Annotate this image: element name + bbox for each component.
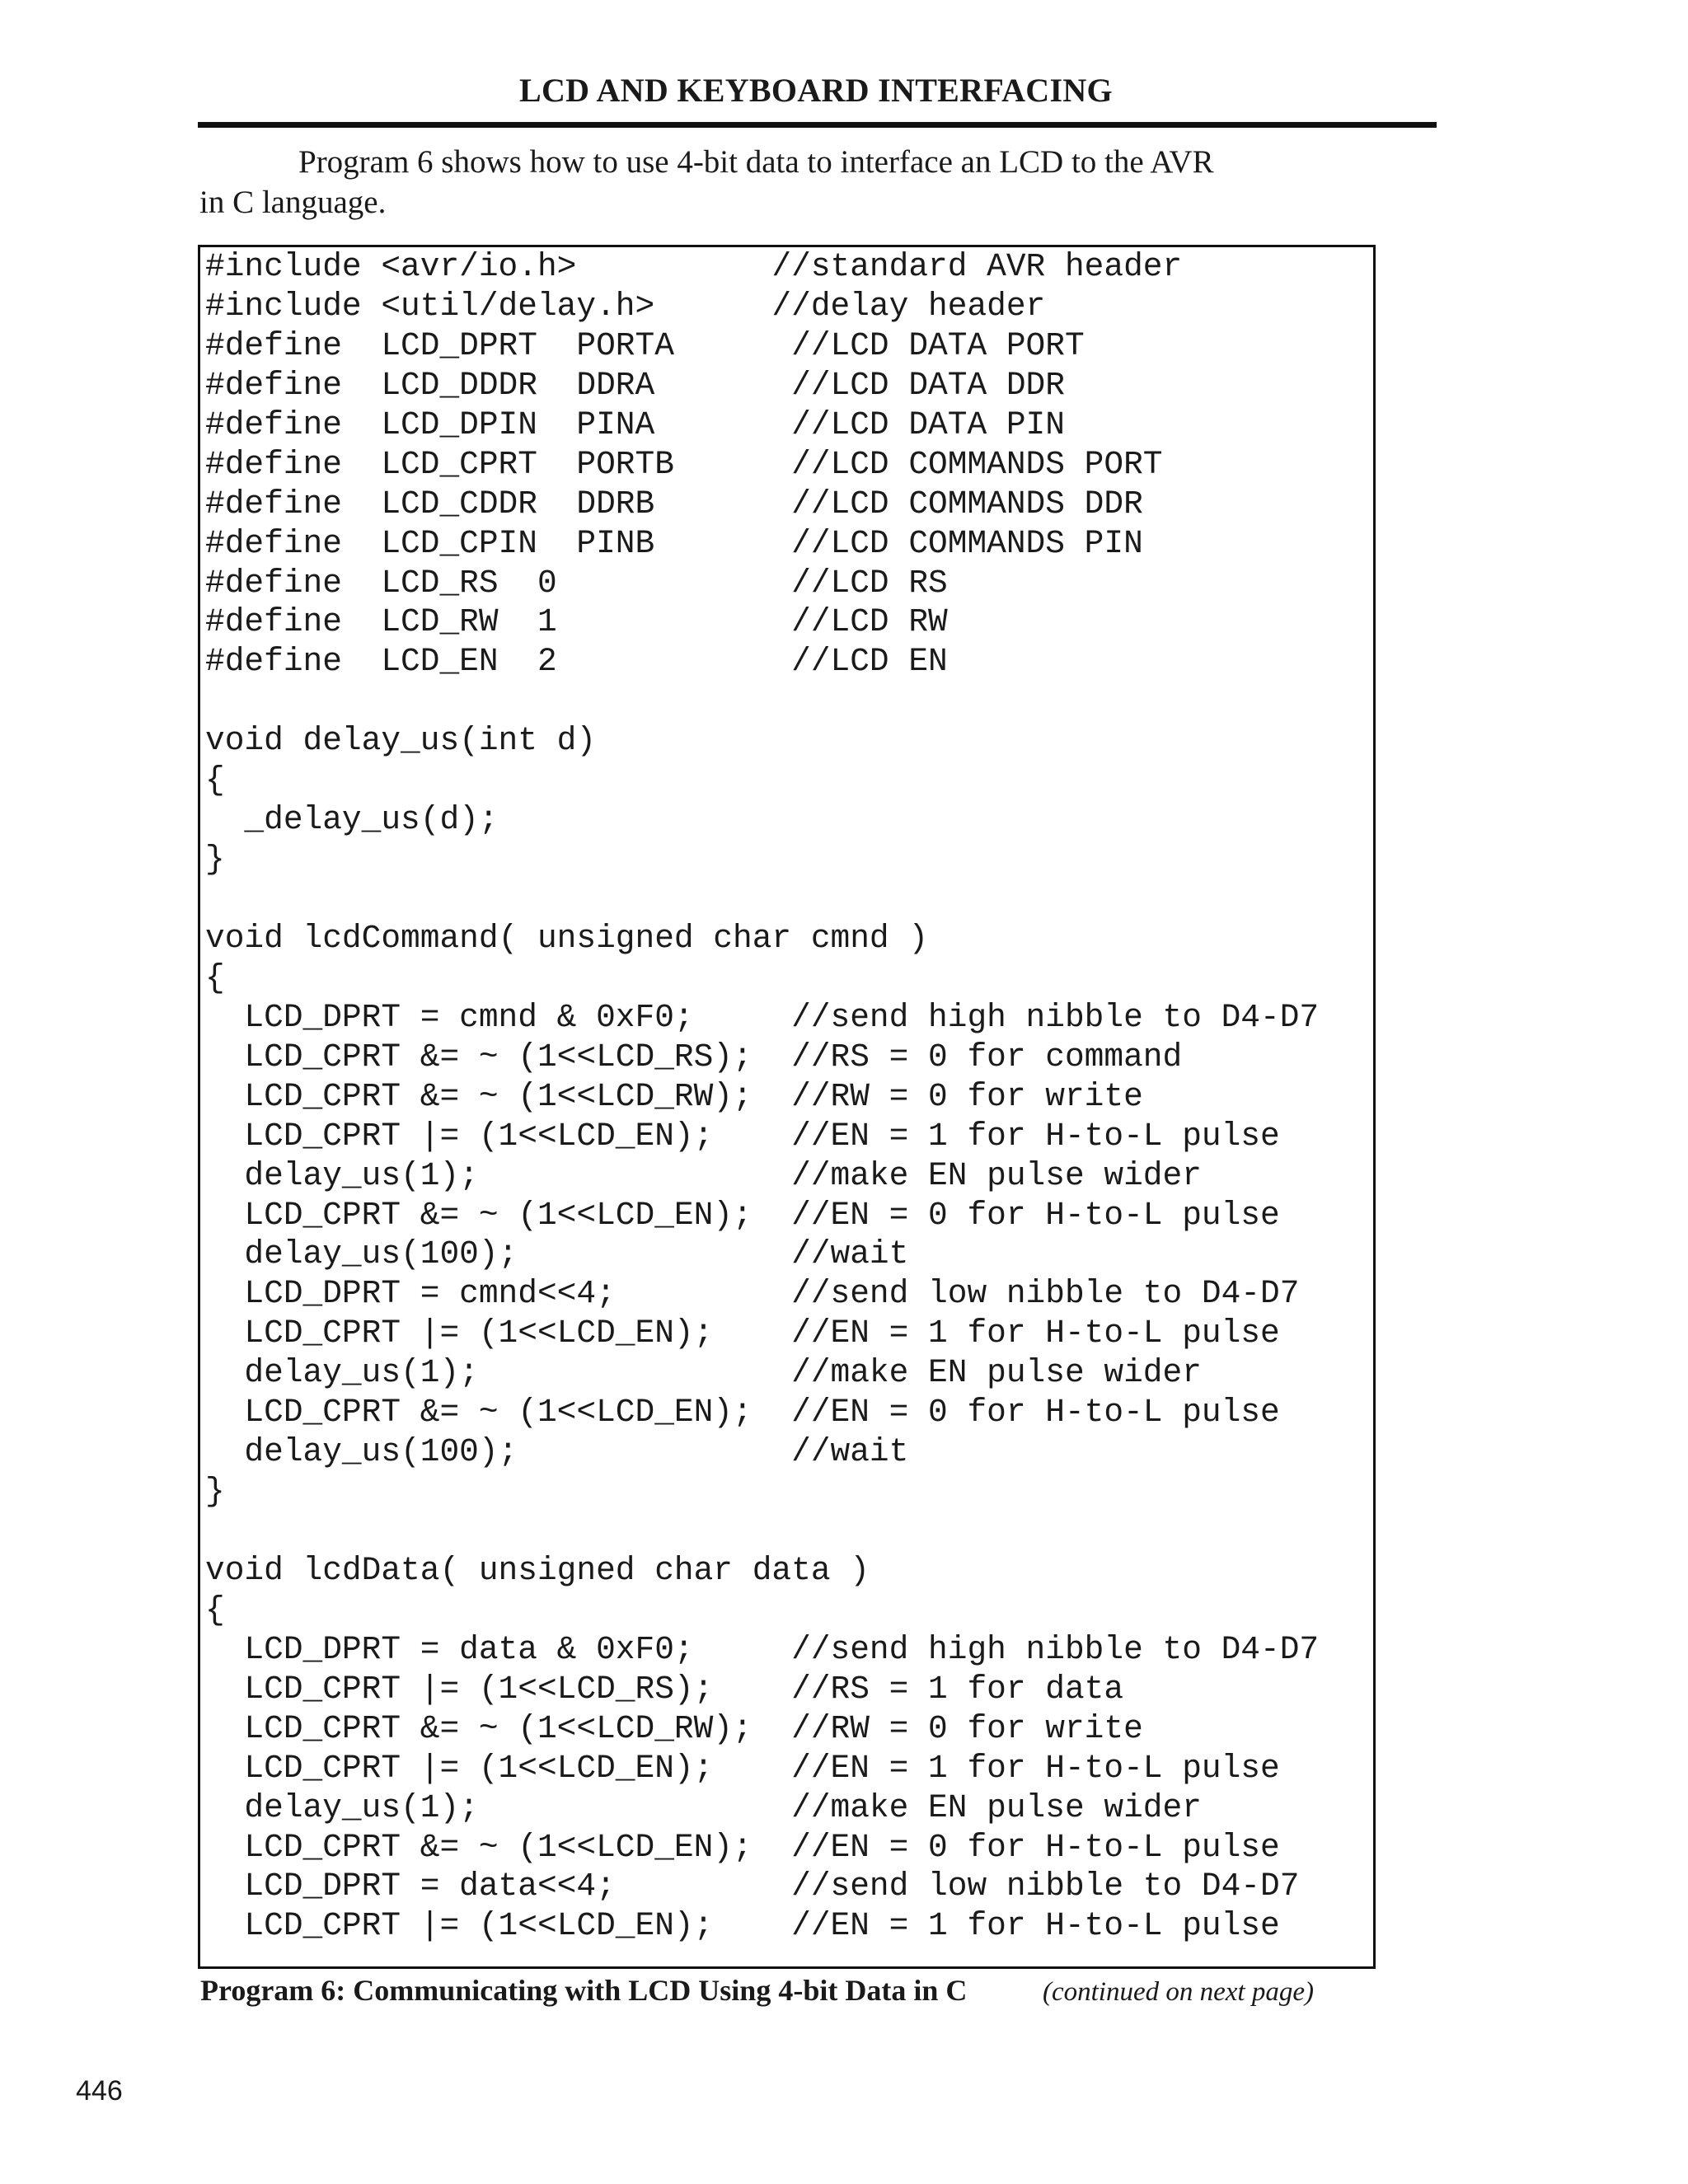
- program-code-box: [198, 245, 1376, 1969]
- page-number: 446: [76, 2075, 123, 2107]
- program-caption: Program 6: Communicating with LCD Using 4-bit Data in C: [200, 1974, 968, 2007]
- code-line: #define LCD_DDDR DDRA //LCD DATA DDR: [205, 366, 1065, 404]
- code-line: #define LCD_DPIN PINA //LCD DATA PIN: [205, 405, 1065, 443]
- code-line: void lcdData( unsigned char data ): [205, 1551, 870, 1589]
- code-line: _delay_us(d);: [205, 801, 499, 839]
- code-listing: [205, 247, 1319, 1946]
- intro-line-1: [199, 142, 1370, 182]
- code-line: [205, 1511, 1319, 1551]
- code-line: #include <avr/io.h> //standard AVR header: [205, 248, 1183, 285]
- code-line: #define LCD_CPRT PORTB //LCD COMMANDS PORT: [205, 445, 1163, 483]
- code-line: delay_us(100); //wait: [205, 1235, 909, 1273]
- code-line: LCD_DPRT = data & 0xF0; //send high nibble to D4-D7: [205, 1630, 1320, 1668]
- code-line: LCD_CPRT &= ~ (1<<LCD_EN); //EN = 0 for H-to-L pulse: [205, 1394, 1280, 1432]
- code-line: LCD_CPRT |= (1<<LCD_EN); //EN = 1 for H-to-L pulse: [205, 1315, 1280, 1352]
- code-line: #define LCD_DPRT PORTA //LCD DATA PORT: [205, 326, 1085, 364]
- code-line: LCD_CPRT |= (1<<LCD_RS); //RS = 1 for data: [205, 1670, 1124, 1708]
- page-header-title: LCD AND KEYBOARD INTERFACING: [519, 72, 1113, 109]
- code-line: LCD_CPRT |= (1<<LCD_EN); //EN = 1 for H-to-L pulse: [205, 1907, 1280, 1945]
- code-line: LCD_CPRT |= (1<<LCD_EN); //EN = 1 for H-to-L pulse: [205, 1749, 1280, 1787]
- code-line: #define LCD_CDDR DDRB //LCD COMMANDS DDR: [205, 485, 1143, 523]
- code-line: #define LCD_RW 1 //LCD RW: [205, 603, 948, 641]
- intro-line-2: in C language.: [199, 185, 387, 220]
- code-line: delay_us(1); //make EN pulse wider: [205, 1788, 1202, 1826]
- code-line: LCD_DPRT = cmnd & 0xF0; //send high nibble to D4-D7: [205, 998, 1320, 1036]
- code-line: void lcdCommand( unsigned char cmnd ): [205, 919, 929, 957]
- code-line: LCD_CPRT &= ~ (1<<LCD_RW); //RW = 0 for write: [205, 1077, 1143, 1115]
- code-line: #define LCD_EN 2 //LCD EN: [205, 643, 948, 681]
- code-line: delay_us(1); //make EN pulse wider: [205, 1156, 1202, 1194]
- code-line: LCD_CPRT &= ~ (1<<LCD_RS); //RS = 0 for command: [205, 1038, 1183, 1076]
- code-line: LCD_CPRT &= ~ (1<<LCD_RW); //RW = 0 for write: [205, 1709, 1143, 1747]
- code-line: {: [205, 762, 225, 799]
- code-line: #define LCD_CPIN PINB //LCD COMMANDS PIN: [205, 524, 1143, 562]
- code-line: #define LCD_RS 0 //LCD RS: [205, 564, 948, 602]
- intro-paragraph: [199, 142, 1370, 223]
- header-rule: [198, 122, 1437, 128]
- code-line: [205, 682, 1319, 721]
- code-line: {: [205, 958, 225, 996]
- code-line: [205, 879, 1319, 919]
- code-line: }: [205, 841, 225, 879]
- code-line: }: [205, 1473, 225, 1511]
- code-line: LCD_CPRT &= ~ (1<<LCD_EN); //EN = 0 for H-to-L pulse: [205, 1828, 1280, 1866]
- continued-note: (continued on next page): [1043, 1977, 1314, 2007]
- code-line: LCD_DPRT = data<<4; //send low nibble to D4-D7: [205, 1868, 1300, 1905]
- code-line: LCD_CPRT |= (1<<LCD_EN); //EN = 1 for H-to-L pulse: [205, 1117, 1280, 1155]
- code-line: {: [205, 1591, 225, 1629]
- code-line: LCD_CPRT &= ~ (1<<LCD_EN); //EN = 0 for H-to-L pulse: [205, 1196, 1280, 1234]
- code-line: delay_us(100); //wait: [205, 1433, 909, 1471]
- code-line: void delay_us(int d): [205, 722, 597, 760]
- code-line: LCD_DPRT = cmnd<<4; //send low nibble to D4-D7: [205, 1275, 1300, 1313]
- code-line: delay_us(1); //make EN pulse wider: [205, 1354, 1202, 1392]
- intro-line-1-text: Program 6 shows how to use 4-bit data to interface an LCD to the AVR: [298, 144, 1214, 180]
- code-line: #include <util/delay.h> //delay header: [205, 287, 1046, 325]
